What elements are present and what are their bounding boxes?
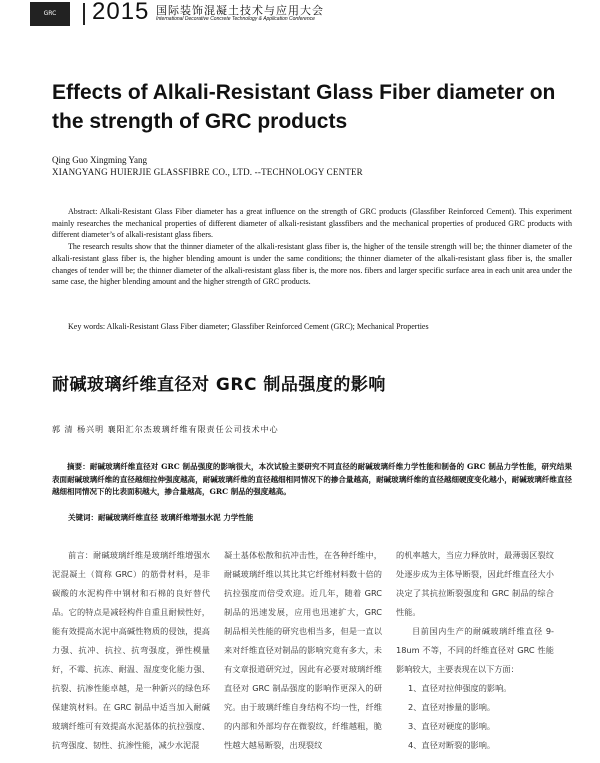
conference-year: 2015	[92, 0, 150, 25]
abstract-en-paragraph-2: The research results show that the thinner diameter of the alkali-resistant glass fiber is, the higher of the tensile strength will be; the thinner diameter of the alkali-resistant glass fiber is, the higher blending amount is under the same conditions; the thinner diameter of the alkali-resistant glass fiber is, the smaller changes of tender will be; the thinner diameter of the alkali-resistant glass fiber is, the more nos. fibers and larger specific surface area in each unit area under the same case, the higher blending amount and the higher strength of GRC products.	[52, 242, 572, 287]
header-divider	[83, 3, 85, 25]
conference-title-en: International Decorative Concrete Technology & Application Conference	[156, 16, 315, 22]
list-item: 3、直径对硬度的影响。	[408, 721, 496, 731]
body-column-2-text: 凝土基体松散和抗冲击性，在各种纤维中，耐碱玻璃纤维以其比其它纤维材料数十倍的抗拉强度而倍受欢迎。近几年，随着 GRC 制品的迅速发展，应用也迅速扩大，GRC 制品相关性能的研究也相当多，但是一直以来对纤维直径对制品的影响究竟有多大，未有文章报道研究过，因此有必要对玻璃纤维直径对 GRC 制品强度的影响作更深入的研究。由于玻璃纤维自身结构不均一性，纤维的内部和外部均存在微裂纹，纤维越粗，脆性越大越易断裂，出现裂纹	[224, 550, 382, 750]
body-column-1-text: 前言：耐碱玻璃纤维是玻璃纤维增强水泥混凝土（简称 GRC）的筋骨材料，是非碳酸的水泥构件中钢材和石棉的良好替代品。它的特点是减轻构件自重且耐候性好，能有效提高水泥中高碱性物质的侵蚀，提高力强、抗冲、抗拉、抗弯强度，弹性模量好，不霉、抗冻、耐温、湿度变化能力强、抗裂、抗渗性能卓越，是一种新兴的绿色环保建筑材料。在 GRC 制品中适当加入耐碱玻璃纤维可有效提高水泥基体的抗拉强度、抗弯强度、韧性、抗渗性能，减少水泥混	[52, 550, 210, 750]
list-item: 4、直径对断裂的影响。	[408, 740, 496, 750]
affiliation-en: XIANGYANG HUIERJIE GLASSFIBRE CO., LTD. --TECHNOLOGY CENTER	[52, 167, 363, 177]
abstract-cn-text: 摘要：耐碱玻璃纤维直径对 GRC 制品强度的影响很大，本次试验主要研究不同直径的耐碱玻璃纤维力学性能和制备的 GRC 制品力学性能，研究结果表面耐碱玻璃纤维的直径越细拉伸强度越高，耐碱玻璃纤维的直径越细相同情况下的掺合量越高，耐碱玻璃纤维的直径越细硬度变化越小，耐碱玻璃纤维直径越细相同情况下的比表面积越大，掺合量越高，GRC 制品的强度越高。	[52, 462, 572, 496]
body-column-3-text: 的机率越大，当应力释放时，最薄弱区裂纹处逐步成为主体导断裂，因此纤维直径大小决定了其抗拉断裂强度和 GRC 制品的综合性能。	[396, 550, 554, 617]
abstract-en	[52, 206, 572, 288]
list-item: 1、直径对拉伸强度的影响。	[408, 683, 512, 693]
list-item: 2、直径对掺量的影响。	[408, 702, 496, 712]
authors-cn: 郭 清 杨兴明 襄阳汇尔杰玻璃纤维有限责任公司技术中心	[52, 425, 279, 434]
body-column-1	[52, 546, 210, 755]
logo-text: GRC	[43, 10, 57, 17]
body-column-3	[396, 546, 554, 755]
conference-title-cn: 国际装饰混凝土技术与应用大会	[156, 4, 324, 17]
body-column-2	[224, 546, 382, 755]
paper-title-cn: 耐碱玻璃纤维直径对 GRC 制品强度的影响	[52, 375, 386, 395]
influence-list	[396, 679, 554, 755]
abstract-cn	[52, 461, 572, 499]
paper-title-en: Effects of Alkali-Resistant Glass Fiber diameter on the strength of GRC products	[52, 81, 556, 133]
keywords-cn: 关键词：耐碱玻璃纤维直径 玻璃纤维增强水泥 力学性能	[68, 513, 254, 522]
abstract-en-paragraph-1: Abstract: Alkali-Resistant Glass Fiber diameter has a great influence on the strength of GRC products (Glassfiber Reinforced Cement). This experiment mainly researches the mechanical properties of different diameter of alkali-resistant glassfibers and the mechanical properties of produced GRC products with different diameter’s of alkali-resistant glass fibers.	[52, 207, 572, 240]
conference-logo	[30, 2, 70, 26]
body-column-3-paragraph-2: 目前国内生产的耐碱玻璃纤维直径 9-18um 不等，不同的纤维直径对 GRC 性能影响较大，主要表现在以下方面：	[396, 626, 554, 674]
keywords-en: Key words: Alkali-Resistant Glass Fiber diameter; Glassfiber Reinforced Cement (GRC); Mechanical Properties	[68, 322, 429, 331]
authors-en: Qing Guo Xingming Yang	[52, 155, 148, 165]
